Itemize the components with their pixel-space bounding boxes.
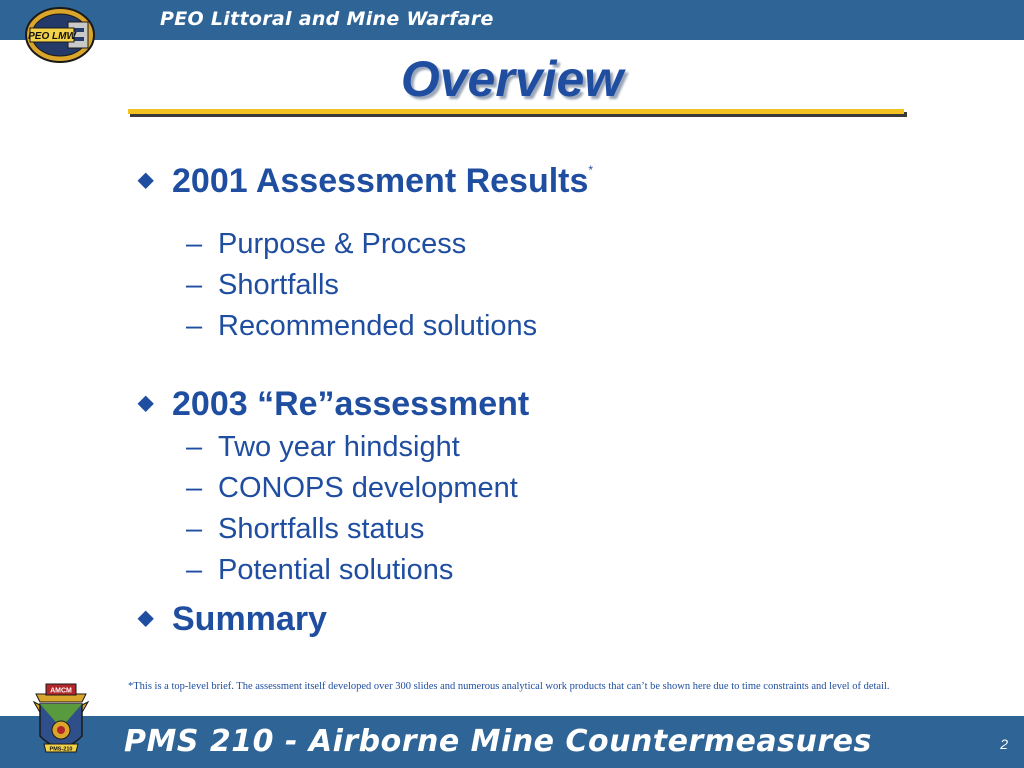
sub-item: – Recommended solutions bbox=[186, 310, 538, 342]
crest-text-top: AMCM bbox=[50, 687, 72, 695]
crest-text-bottom: PMS-210 bbox=[49, 746, 73, 753]
footnote-marker: * bbox=[588, 163, 594, 177]
bullet-summary bbox=[138, 600, 327, 640]
sub-item: – CONOPS development bbox=[186, 472, 518, 504]
page-number: 2 bbox=[1000, 736, 1008, 752]
header-bar bbox=[0, 0, 1024, 40]
sub-item: – Purpose & Process bbox=[186, 228, 467, 260]
bullet-diamond-icon: ◆ bbox=[138, 392, 154, 414]
bullet-diamond-icon: ◆ bbox=[138, 607, 154, 629]
bullet-diamond-icon: ◆ bbox=[138, 169, 154, 191]
bullet-text: 2003 “Re”assessment bbox=[172, 385, 530, 423]
sub-item: – Two year hindsight bbox=[186, 431, 460, 463]
sub-item: – Shortfalls status bbox=[186, 513, 425, 545]
bullet-text: 2001 Assessment Results bbox=[172, 162, 589, 200]
logo-text: PEO LMW bbox=[28, 31, 76, 42]
org-name: PEO Littoral and Mine Warfare bbox=[160, 8, 494, 30]
bullet-assessment-2001 bbox=[138, 162, 593, 202]
title-rule bbox=[128, 109, 904, 114]
bullet-text: Summary bbox=[172, 600, 327, 638]
footer-rule bbox=[90, 714, 922, 716]
slide-title: Overview bbox=[400, 51, 624, 107]
amcm-crest-icon bbox=[32, 680, 90, 768]
sub-item: – Potential solutions bbox=[186, 554, 454, 586]
footnote: *This is a top-level brief. The assessment itself developed over 300 slides and numerous analytical work products that can’t be shown here due to time constraints and level of detail. bbox=[128, 681, 890, 692]
sub-item: – Shortfalls bbox=[186, 269, 339, 301]
program-name: PMS 210 - Airborne Mine Countermeasures bbox=[124, 724, 872, 759]
bullet-reassessment-2003 bbox=[138, 385, 529, 425]
